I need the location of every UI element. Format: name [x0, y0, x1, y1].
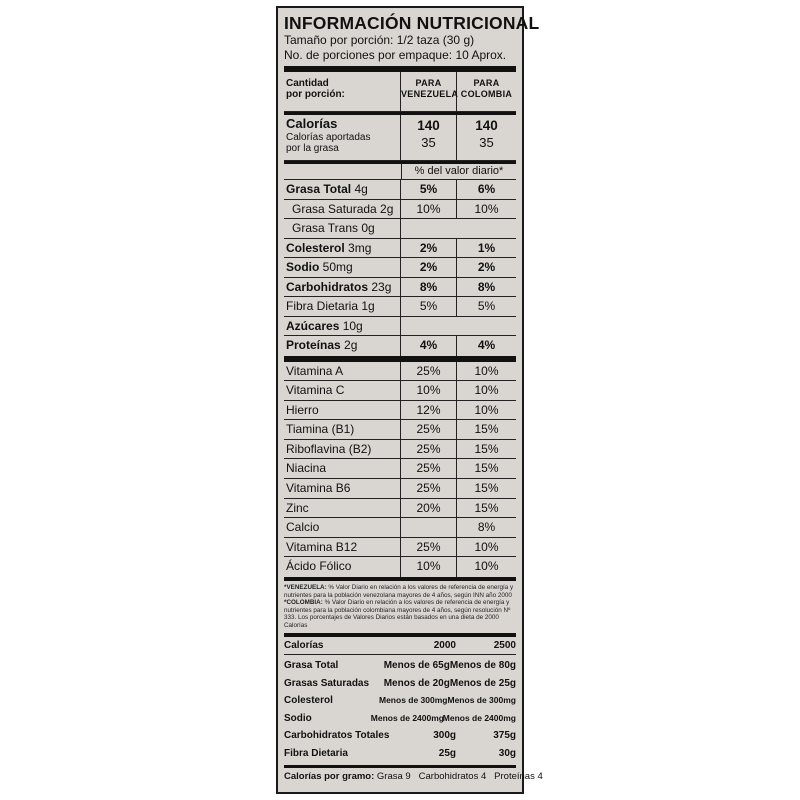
- dv-colombia: 4%: [477, 338, 496, 352]
- table-row: [284, 336, 516, 356]
- dv-colombia: 10%: [474, 363, 499, 378]
- vitamin-name: Hierro: [284, 401, 401, 420]
- footnotes: [284, 581, 516, 633]
- fat-calories-value: 35: [421, 135, 436, 150]
- table-row: [284, 657, 516, 675]
- dv-colombia: [457, 219, 516, 238]
- dv-colombia: 10%: [474, 201, 499, 216]
- dv-venezuela: 25%: [401, 479, 457, 498]
- dv-colombia: 10%: [474, 539, 499, 554]
- dv-venezuela: [401, 518, 457, 537]
- calories-per-gram: [284, 768, 543, 784]
- dv-venezuela: 25%: [401, 440, 457, 459]
- vitamins-list: [284, 362, 516, 578]
- nutrient-name: Grasa Saturada: [292, 201, 377, 216]
- dv-colombia: 5%: [477, 299, 496, 313]
- dv-venezuela: 10%: [401, 381, 457, 400]
- nutrient-amount: 3mg: [344, 240, 372, 255]
- nutrient-name: Azúcares: [286, 318, 340, 333]
- reference-value-2500: Menos de 2400mg: [442, 712, 516, 723]
- footnote-label: *VENEZUELA:: [284, 584, 327, 592]
- table-header: [284, 72, 516, 112]
- calories-label-cell: [284, 115, 401, 160]
- table-row: [284, 362, 516, 382]
- nutrient-name: Sodio: [286, 260, 320, 274]
- dv-venezuela: [401, 219, 457, 238]
- table-row: [284, 401, 516, 421]
- calories-colombia: [457, 115, 516, 160]
- dv-venezuela: [401, 317, 457, 336]
- daily-value-header: % del valor diario*: [401, 164, 516, 179]
- header-line: PARA: [415, 78, 442, 88]
- reference-value-2500: 2500: [493, 639, 516, 651]
- vitamin-name: Ácido Fólico: [284, 557, 401, 577]
- dv-venezuela: 25%: [401, 538, 457, 557]
- serving-size: Tamaño por porción: 1/2 taza (30 g): [284, 33, 475, 47]
- reference-label: Calorías: [284, 639, 324, 651]
- dv-colombia: 2%: [477, 260, 496, 274]
- table-row: [284, 440, 516, 460]
- nutrient-name: Proteínas: [286, 338, 341, 352]
- dv-colombia: 15%: [474, 461, 499, 476]
- reference-value-2500: 30g: [498, 747, 516, 759]
- reference-value-2000: Menos de 300mg: [379, 695, 448, 706]
- reference-values-table: [284, 637, 516, 763]
- reference-value-2000: Menos de 20g: [383, 677, 450, 689]
- calories-value: 140: [475, 118, 498, 133]
- table-row: [284, 200, 516, 220]
- servings-per-package: No. de porciones por empaque: 10 Aprox.: [284, 48, 507, 62]
- header-line: Cantidad: [286, 78, 329, 89]
- reference-value-2000: Menos de 65g: [383, 660, 450, 672]
- vitamin-name: Calcio: [284, 518, 401, 537]
- reference-value-2500: Menos de 300mg: [447, 695, 516, 706]
- spacer: [284, 164, 401, 179]
- nutrient-amount: 4g: [351, 182, 368, 196]
- fat-per-gram: Grasa 9: [374, 771, 411, 783]
- dv-colombia: [457, 317, 516, 336]
- calories-per-gram-label: Calorías por gramo:: [284, 771, 375, 783]
- footnote-text: % Valor Diario en relación a los valores de referencia de energía y nutrientes para la población colombiana mayores de 4 años, según resolución Nº 333. Los porcentajes de Valores Diarios están basados en una dieta de 2000 Calorías: [284, 599, 511, 629]
- reference-label: Grasas Saturadas: [284, 677, 370, 689]
- protein-per-gram: Proteínas 4: [494, 771, 543, 783]
- dv-colombia: 8%: [477, 520, 496, 535]
- calories-value: 140: [417, 118, 440, 133]
- dv-venezuela: 25%: [401, 362, 457, 381]
- dv-venezuela: 5%: [419, 182, 438, 196]
- dv-colombia: 10%: [474, 383, 499, 398]
- header-line: por porción:: [286, 89, 345, 100]
- nutrient-amount: 50mg: [319, 260, 353, 274]
- vitamin-name: Riboflavina (B2): [284, 440, 401, 459]
- table-row: [284, 459, 516, 479]
- reference-label: Grasa Total: [284, 660, 339, 672]
- dv-colombia: 15%: [474, 422, 499, 437]
- daily-value-header-row: [284, 164, 516, 180]
- nutrient-amount: 2g: [340, 338, 358, 352]
- dv-venezuela: 12%: [401, 401, 457, 420]
- dv-venezuela: 2%: [419, 240, 438, 255]
- vitamin-name: Zinc: [284, 499, 401, 518]
- reference-label: Colesterol: [284, 695, 333, 707]
- table-row: [284, 479, 516, 499]
- table-row: [284, 381, 516, 401]
- footnote-colombia: [284, 599, 516, 629]
- table-row: [284, 745, 516, 763]
- calories-label: Calorías: [286, 116, 338, 131]
- dv-colombia: 10%: [474, 559, 499, 574]
- dv-colombia: 6%: [477, 182, 496, 196]
- vitamin-name: Vitamina C: [284, 381, 401, 400]
- table-row: [284, 727, 516, 745]
- nutrient-amount: 0g: [358, 221, 375, 235]
- table-row: [284, 239, 516, 259]
- nutrition-facts-content: [284, 8, 543, 784]
- vitamin-name: Vitamina A: [284, 362, 401, 381]
- nutrient-amount: 23g: [368, 279, 392, 294]
- table-row: [284, 675, 516, 693]
- vitamin-name: Niacina: [284, 459, 401, 478]
- vitamin-name: Tiamina (B1): [284, 420, 401, 439]
- nutrient-name: Colesterol: [286, 240, 345, 255]
- dv-venezuela: 2%: [419, 260, 438, 274]
- table-row: [284, 499, 516, 519]
- dv-colombia: 10%: [474, 402, 499, 417]
- footnote-text: % Valor Diario en relación a los valores de referencia de energía y nutrientes para la población venezolana mayores de 4 años, según INN año 2000: [284, 584, 514, 599]
- reference-value-2000: Menos de 2400mg: [370, 712, 444, 723]
- table-row: [284, 258, 516, 278]
- dv-colombia: 1%: [477, 240, 496, 255]
- dv-venezuela: 4%: [419, 338, 438, 352]
- nutrient-name: Grasa Total: [286, 182, 352, 196]
- table-row: [284, 317, 516, 337]
- fat-calories-value: 35: [479, 135, 494, 150]
- dv-colombia: 8%: [477, 279, 496, 294]
- venezuela-header: [401, 72, 457, 111]
- table-row: [284, 219, 516, 239]
- reference-label: Fibra Dietaria: [284, 747, 348, 759]
- reference-label: Carbohidratos Totales: [284, 730, 390, 742]
- dv-venezuela: 10%: [401, 557, 457, 577]
- reference-value-2500: Menos de 25g: [449, 677, 516, 689]
- reference-value-2500: Menos de 80g: [449, 660, 516, 672]
- carbs-per-gram: Carbohidratos 4: [418, 771, 487, 783]
- table-row: [284, 518, 516, 538]
- dv-venezuela: 10%: [401, 200, 457, 219]
- table-row: [284, 538, 516, 558]
- table-row: [284, 557, 516, 577]
- header-line: PARA: [473, 78, 500, 88]
- reference-value-2500: 375g: [493, 730, 516, 742]
- nutrient-amount: 2g: [376, 201, 394, 216]
- dv-venezuela: 25%: [401, 420, 457, 439]
- dv-colombia: 15%: [474, 441, 499, 456]
- dv-venezuela: 20%: [401, 499, 457, 518]
- nutrient-name: Carbohidratos: [286, 279, 369, 294]
- table-row: [284, 692, 516, 710]
- reference-value-2000: 300g: [433, 730, 456, 742]
- table-row: [284, 710, 516, 728]
- calories-from-fat-label: por la grasa: [286, 143, 339, 154]
- dv-venezuela: 5%: [401, 297, 457, 316]
- footnote-venezuela: [284, 584, 516, 599]
- nutrients-list: [284, 180, 516, 356]
- dv-venezuela: 8%: [419, 279, 438, 294]
- dv-colombia: 15%: [474, 500, 499, 515]
- header-line: COLOMBIA: [460, 89, 513, 99]
- nutrition-facts-panel: [276, 6, 543, 794]
- footnote-label: *COLOMBIA:: [284, 599, 323, 607]
- reference-value-2000: 25g: [438, 747, 456, 759]
- calories-from-fat-label: Calorías aportadas: [286, 132, 371, 143]
- calories-venezuela: [401, 115, 457, 160]
- calories-row: [284, 115, 516, 161]
- dv-colombia: 15%: [474, 481, 499, 496]
- table-row: [284, 278, 516, 298]
- nutrient-name: Grasa Trans: [292, 221, 359, 235]
- reference-label: Sodio: [284, 712, 312, 724]
- header-line: VENEZUELA: [401, 89, 459, 99]
- table-row: [284, 420, 516, 440]
- vitamin-name: Vitamina B6: [284, 479, 401, 498]
- vitamin-name: Vitamina B12: [284, 538, 401, 557]
- label-title: INFORMACIÓN NUTRICIONAL: [284, 13, 540, 33]
- nutrient-name: Fibra Dietaria: [286, 299, 359, 313]
- colombia-header: [457, 72, 516, 111]
- reference-value-2000: 2000: [433, 639, 456, 651]
- table-row: [284, 297, 516, 317]
- nutrient-amount: 1g: [358, 299, 375, 313]
- table-row: [284, 180, 516, 200]
- dv-venezuela: 25%: [401, 459, 457, 478]
- nutrient-amount: 10g: [339, 318, 363, 333]
- reference-header: [284, 637, 516, 656]
- amount-per-serving-header: [284, 72, 401, 111]
